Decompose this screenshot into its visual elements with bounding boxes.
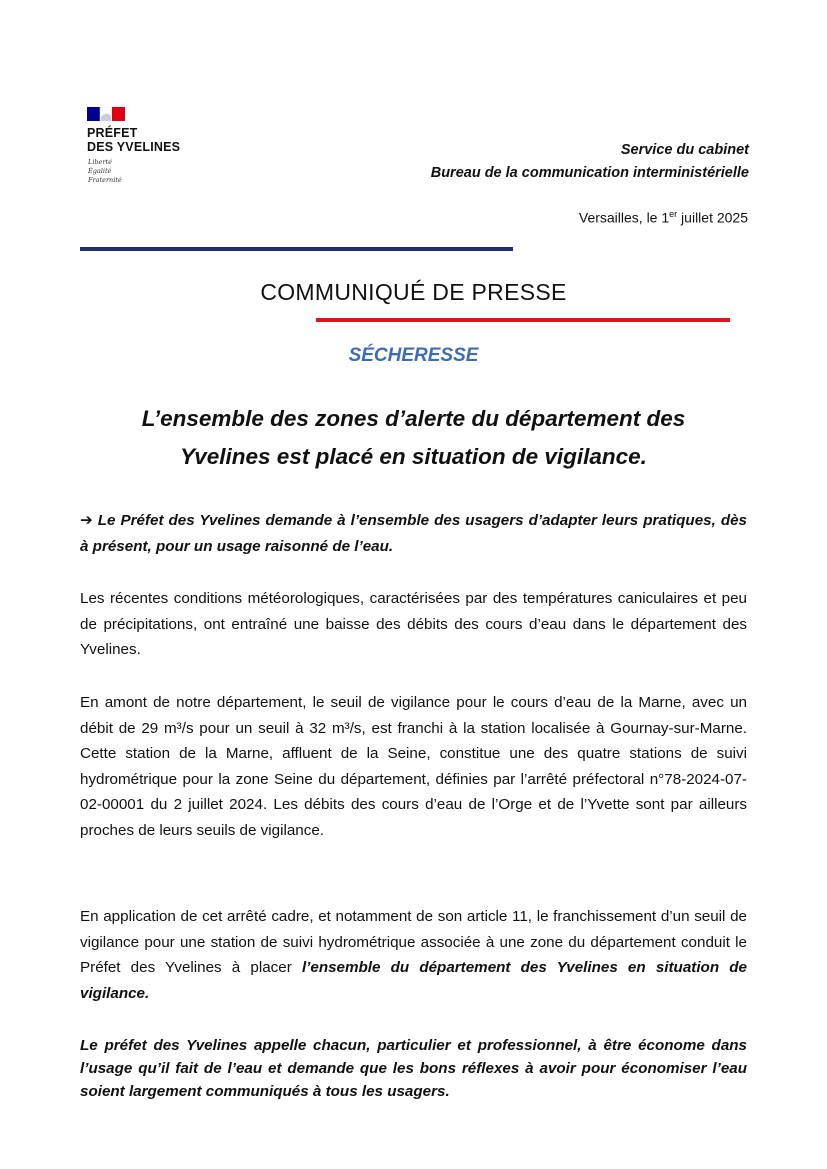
paragraph-1: Les récentes conditions météorologiques, caractérisées par des températures caniculaires et peu de précipitations, ont entraîné une baisse des débits des cours d’eau dans le département des Yvelines.	[80, 590, 747, 659]
motto-liberte: Liberté	[88, 158, 112, 166]
topic-label: SÉCHERESSE	[348, 345, 479, 366]
logo-yvelines: DES YVELINES	[87, 140, 181, 154]
motto-egalite: Égalité	[88, 167, 112, 175]
logo-prefet: PRÉFET	[87, 126, 138, 140]
red-rule	[316, 318, 730, 322]
date-suffix: juillet 2025	[677, 209, 748, 226]
date-prefix: Versailles, le 1	[578, 209, 670, 226]
paragraph-2: En amont de notre département, le seuil de vigilance pour le cours d’eau de la Marne, avec un débit de 29 m³/s pour un seuil à 32 m³/s, est franchi à la station localisée à Gournay-sur-Marne. Cette station de la Marne, affluent de la Seine, constitue une des quatre stations de suivi hydrométrique pour la zone Seine du département, définies par l’arrêté préfectoral n°78-2024-07-02-00001 du 2 juillet 2024. Les débits des cours d’eau de l’Orge et de l’Yvette sont par ailleurs proches de leurs seuils de vigilance.	[80, 694, 747, 839]
headline-line-2: Yvelines est placé en situation de vigilance.	[180, 444, 647, 469]
paragraph-3-emphasis: l’ensemble du département des Yvelines en situation de vigilance.	[80, 959, 747, 1002]
headline	[80, 400, 747, 476]
motto-fraternite: Fraternité	[88, 176, 122, 184]
republic-flag-icon	[87, 107, 125, 121]
paragraph-3	[80, 904, 747, 1006]
headline-line-1: L’ensemble des zones d’alerte du département des	[141, 406, 686, 431]
bureau-name: Bureau de la communication interministérielle	[430, 165, 749, 181]
lead-paragraph: ➔ Le Préfet des Yvelines demande à l’ensemble des usagers d’adapter leurs pratiques, dès à présent, pour un usage raisonné de l’eau.	[80, 512, 747, 555]
date-line	[579, 209, 748, 226]
paragraph-4: Le préfet des Yvelines appelle chacun, particulier et professionnel, à être économe dans l’usage qu’il fait de l’eau et demande que les bons réflexes à avoir pour économiser l’eau soient largement communiqués à tous les usagers.	[80, 1037, 747, 1100]
service-name: Service du cabinet	[620, 142, 749, 158]
paragraph-3-text: En application de cet arrêté cadre, et notamment de son article 11, le franchissement d’un seuil de vigilance pour une station de suivi hydrométrique associée à une zone du département conduit le Préfet des Yvelines à placer	[80, 908, 747, 977]
blue-rule	[80, 247, 513, 251]
press-release-title: COMMUNIQUÉ DE PRESSE	[260, 279, 567, 305]
date-sup: er	[669, 209, 678, 219]
